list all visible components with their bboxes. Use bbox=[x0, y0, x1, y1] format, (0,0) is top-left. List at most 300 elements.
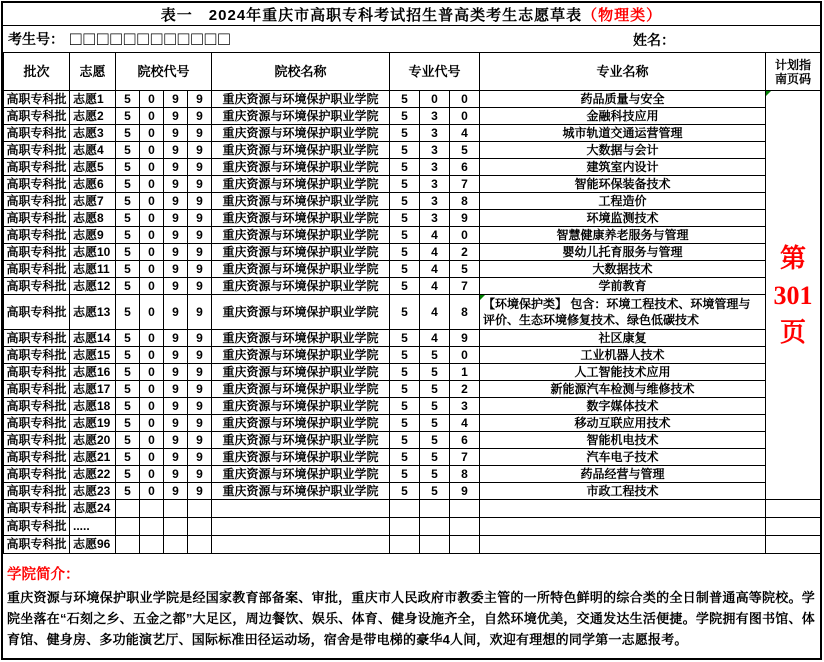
college-code-digit-cell: 9 bbox=[188, 415, 212, 432]
major-code-digit-cell: 5 bbox=[390, 261, 420, 278]
choice-cell: 志愿8 bbox=[70, 210, 116, 227]
college-code-digit-cell: 9 bbox=[188, 295, 212, 330]
major-name-cell: 数字媒体技术 bbox=[480, 398, 766, 415]
volunteer-table bbox=[3, 52, 821, 554]
table-row bbox=[4, 518, 821, 536]
batch-cell: 高职专科批 bbox=[4, 518, 70, 536]
college-code-digit-cell: 0 bbox=[140, 432, 164, 449]
header-guide-page-line1: 计划指 bbox=[775, 57, 812, 72]
college-code-digit-cell: 9 bbox=[188, 330, 212, 347]
major-code-digit-cell: 3 bbox=[450, 398, 480, 415]
college-code-digit-cell: 5 bbox=[116, 261, 140, 278]
college-code-digit-cell: 9 bbox=[188, 449, 212, 466]
major-code-digit-cell: 9 bbox=[450, 330, 480, 347]
green-corner-marker-icon bbox=[766, 91, 771, 96]
college-code-digit-cell: 9 bbox=[164, 91, 188, 108]
major-name-cell bbox=[480, 518, 766, 536]
college-code-digit-cell bbox=[116, 500, 140, 518]
major-code-digit-cell bbox=[450, 500, 480, 518]
choice-cell: 志愿10 bbox=[70, 244, 116, 261]
guide-page-empty-cell bbox=[766, 500, 821, 518]
college-code-digit-cell: 0 bbox=[140, 381, 164, 398]
choice-cell: 志愿23 bbox=[70, 483, 116, 500]
page-number-note-line: 301 bbox=[773, 280, 813, 310]
college-code-digit-cell: 5 bbox=[116, 432, 140, 449]
college-intro-heading: 学院简介： bbox=[7, 567, 80, 583]
major-code-digit-cell: 5 bbox=[420, 364, 450, 381]
form-title: 表一 2024年重庆市高职专科考试招生普高类考生志愿草表 bbox=[160, 6, 583, 24]
choice-cell: 志愿21 bbox=[70, 449, 116, 466]
college-code-digit-cell bbox=[140, 536, 164, 554]
major-name-cell: 学前教育 bbox=[480, 278, 766, 295]
batch-cell: 高职专科批 bbox=[4, 193, 70, 210]
major-code-digit-cell: 5 bbox=[420, 466, 450, 483]
page-number-note-line: 页 bbox=[780, 317, 807, 347]
major-code-digit-cell: 2 bbox=[450, 244, 480, 261]
major-code-digit-cell: 1 bbox=[450, 364, 480, 381]
table-row bbox=[4, 347, 821, 364]
form-page bbox=[1, 1, 822, 660]
major-name-cell: 汽车电子技术 bbox=[480, 449, 766, 466]
college-code-digit-cell: 9 bbox=[164, 398, 188, 415]
table-row bbox=[4, 364, 821, 381]
major-code-digit-cell: 5 bbox=[420, 398, 450, 415]
choice-cell: 志愿2 bbox=[70, 108, 116, 125]
guide-page-empty-cell bbox=[766, 536, 821, 554]
college-code-digit-cell: 9 bbox=[164, 210, 188, 227]
major-code-digit-cell: 5 bbox=[390, 125, 420, 142]
batch-cell: 高职专科批 bbox=[4, 364, 70, 381]
choice-cell: 志愿12 bbox=[70, 278, 116, 295]
major-code-digit-cell: 5 bbox=[390, 244, 420, 261]
major-code-digit-cell: 8 bbox=[450, 193, 480, 210]
major-code-digit-cell: 5 bbox=[390, 295, 420, 330]
major-code-digit-cell: 4 bbox=[420, 278, 450, 295]
candidate-number-boxes: □□□□□□□□□□□□ bbox=[70, 28, 232, 50]
major-name-cell bbox=[480, 536, 766, 554]
header-choice: 志愿 bbox=[70, 53, 116, 91]
college-code-digit-cell: 9 bbox=[188, 432, 212, 449]
major-code-digit-cell: 5 bbox=[390, 466, 420, 483]
choice-cell: 志愿13 bbox=[70, 295, 116, 330]
college-code-digit-cell: 5 bbox=[116, 108, 140, 125]
college-code-digit-cell: 9 bbox=[188, 483, 212, 500]
college-code-digit-cell: 0 bbox=[140, 483, 164, 500]
college-code-digit-cell: 9 bbox=[164, 330, 188, 347]
college-name-cell: 重庆资源与环境保护职业学院 bbox=[212, 244, 390, 261]
college-code-digit-cell: 9 bbox=[164, 159, 188, 176]
college-name-cell: 重庆资源与环境保护职业学院 bbox=[212, 347, 390, 364]
major-code-digit-cell bbox=[420, 500, 450, 518]
choice-cell: 志愿6 bbox=[70, 176, 116, 193]
college-code-digit-cell: 9 bbox=[188, 125, 212, 142]
major-code-digit-cell: 5 bbox=[420, 415, 450, 432]
major-code-digit-cell: 8 bbox=[450, 295, 480, 330]
choice-cell: ..... bbox=[70, 518, 116, 536]
college-code-digit-cell bbox=[164, 500, 188, 518]
choice-cell: 志愿5 bbox=[70, 159, 116, 176]
batch-cell: 高职专科批 bbox=[4, 261, 70, 278]
batch-cell: 高职专科批 bbox=[4, 278, 70, 295]
college-name-cell: 重庆资源与环境保护职业学院 bbox=[212, 210, 390, 227]
green-corner-marker-icon bbox=[480, 295, 485, 300]
major-code-digit-cell: 5 bbox=[390, 398, 420, 415]
college-name-cell: 重庆资源与环境保护职业学院 bbox=[212, 142, 390, 159]
college-code-digit-cell: 9 bbox=[188, 381, 212, 398]
table-row bbox=[4, 244, 821, 261]
major-code-digit-cell: 6 bbox=[450, 432, 480, 449]
college-name-cell: 重庆资源与环境保护职业学院 bbox=[212, 330, 390, 347]
college-code-digit-cell: 0 bbox=[140, 142, 164, 159]
major-code-digit-cell: 5 bbox=[450, 142, 480, 159]
college-code-digit-cell: 5 bbox=[116, 244, 140, 261]
major-code-digit-cell bbox=[450, 518, 480, 536]
header-college-name: 院校名称 bbox=[212, 53, 390, 91]
batch-cell: 高职专科批 bbox=[4, 398, 70, 415]
batch-cell: 高职专科批 bbox=[4, 483, 70, 500]
choice-cell: 志愿24 bbox=[70, 500, 116, 518]
table-row bbox=[4, 295, 821, 330]
college-code-digit-cell: 9 bbox=[164, 142, 188, 159]
major-code-digit-cell: 4 bbox=[420, 295, 450, 330]
college-code-digit-cell: 9 bbox=[164, 432, 188, 449]
college-code-digit-cell: 9 bbox=[188, 364, 212, 381]
college-code-digit-cell: 9 bbox=[164, 295, 188, 330]
batch-cell: 高职专科批 bbox=[4, 142, 70, 159]
college-code-digit-cell: 5 bbox=[116, 193, 140, 210]
table-row bbox=[4, 381, 821, 398]
batch-cell: 高职专科批 bbox=[4, 347, 70, 364]
choice-cell: 志愿18 bbox=[70, 398, 116, 415]
major-code-digit-cell: 5 bbox=[390, 432, 420, 449]
college-name-cell bbox=[212, 536, 390, 554]
college-code-digit-cell: 5 bbox=[116, 415, 140, 432]
batch-cell: 高职专科批 bbox=[4, 176, 70, 193]
college-code-digit-cell: 0 bbox=[140, 415, 164, 432]
major-code-digit-cell: 5 bbox=[450, 261, 480, 278]
candidate-name-label: 姓名： bbox=[633, 32, 675, 48]
batch-cell: 高职专科批 bbox=[4, 466, 70, 483]
college-code-digit-cell: 9 bbox=[164, 364, 188, 381]
college-code-digit-cell: 9 bbox=[164, 227, 188, 244]
major-name-cell: 工程造价 bbox=[480, 193, 766, 210]
major-code-digit-cell: 8 bbox=[450, 466, 480, 483]
college-code-digit-cell: 0 bbox=[140, 364, 164, 381]
major-code-digit-cell: 4 bbox=[450, 415, 480, 432]
table-row bbox=[4, 500, 821, 518]
college-code-digit-cell: 5 bbox=[116, 210, 140, 227]
batch-cell: 高职专科批 bbox=[4, 295, 70, 330]
batch-cell: 高职专科批 bbox=[4, 125, 70, 142]
college-code-digit-cell: 9 bbox=[188, 466, 212, 483]
college-name-cell: 重庆资源与环境保护职业学院 bbox=[212, 398, 390, 415]
choice-cell: 志愿4 bbox=[70, 142, 116, 159]
college-code-digit-cell: 0 bbox=[140, 193, 164, 210]
college-code-digit-cell: 9 bbox=[188, 347, 212, 364]
college-name-cell: 重庆资源与环境保护职业学院 bbox=[212, 483, 390, 500]
college-code-digit-cell: 9 bbox=[188, 227, 212, 244]
major-code-digit-cell: 7 bbox=[450, 449, 480, 466]
college-name-cell: 重庆资源与环境保护职业学院 bbox=[212, 227, 390, 244]
choice-cell: 志愿20 bbox=[70, 432, 116, 449]
college-code-digit-cell: 0 bbox=[140, 278, 164, 295]
major-name-cell: 金融科技应用 bbox=[480, 108, 766, 125]
batch-cell: 高职专科批 bbox=[4, 91, 70, 108]
page-number-note bbox=[766, 240, 820, 351]
college-code-digit-cell: 5 bbox=[116, 330, 140, 347]
college-code-digit-cell: 9 bbox=[164, 381, 188, 398]
major-name-cell: 智能环保装备技术 bbox=[480, 176, 766, 193]
major-name-cell: 婴幼儿托育服务与管理 bbox=[480, 244, 766, 261]
major-code-digit-cell bbox=[390, 500, 420, 518]
major-code-digit-cell: 5 bbox=[390, 449, 420, 466]
college-code-digit-cell: 9 bbox=[164, 108, 188, 125]
major-code-digit-cell: 5 bbox=[390, 142, 420, 159]
table-row bbox=[4, 227, 821, 244]
college-code-digit-cell: 5 bbox=[116, 142, 140, 159]
college-code-digit-cell: 5 bbox=[116, 398, 140, 415]
batch-cell: 高职专科批 bbox=[4, 500, 70, 518]
batch-cell: 高职专科批 bbox=[4, 210, 70, 227]
college-name-cell: 重庆资源与环境保护职业学院 bbox=[212, 176, 390, 193]
college-name-cell: 重庆资源与环境保护职业学院 bbox=[212, 381, 390, 398]
major-code-digit-cell: 3 bbox=[420, 176, 450, 193]
college-code-digit-cell: 0 bbox=[140, 398, 164, 415]
major-code-digit-cell: 2 bbox=[450, 381, 480, 398]
major-code-digit-cell: 5 bbox=[390, 347, 420, 364]
header-batch: 批次 bbox=[4, 53, 70, 91]
major-name-cell: 城市轨道交通运营管理 bbox=[480, 125, 766, 142]
major-name-cell: 大数据技术 bbox=[480, 261, 766, 278]
major-name-cell: 【环境保护类】 包含：环境工程技术、环境管理与评价、生态环境修复技术、绿色低碳技术 bbox=[480, 295, 766, 330]
table-row bbox=[4, 432, 821, 449]
major-name-cell: 药品质量与安全 bbox=[480, 91, 766, 108]
major-code-digit-cell bbox=[390, 518, 420, 536]
table-row bbox=[4, 466, 821, 483]
college-name-cell: 重庆资源与环境保护职业学院 bbox=[212, 449, 390, 466]
college-code-digit-cell: 9 bbox=[188, 176, 212, 193]
header-guide-page-line2: 南页码 bbox=[775, 71, 812, 86]
college-code-digit-cell: 9 bbox=[164, 125, 188, 142]
college-code-digit-cell: 0 bbox=[140, 244, 164, 261]
choice-cell: 志愿17 bbox=[70, 381, 116, 398]
college-code-digit-cell: 9 bbox=[164, 483, 188, 500]
major-code-digit-cell: 9 bbox=[450, 483, 480, 500]
choice-cell: 志愿16 bbox=[70, 364, 116, 381]
college-name-cell bbox=[212, 518, 390, 536]
college-code-digit-cell: 5 bbox=[116, 449, 140, 466]
major-code-digit-cell: 3 bbox=[420, 108, 450, 125]
college-code-digit-cell: 9 bbox=[164, 278, 188, 295]
choice-cell: 志愿11 bbox=[70, 261, 116, 278]
table-row bbox=[4, 449, 821, 466]
major-code-digit-cell: 6 bbox=[450, 159, 480, 176]
major-code-digit-cell bbox=[420, 536, 450, 554]
table-row bbox=[4, 193, 821, 210]
major-name-cell: 新能源汽车检测与维修技术 bbox=[480, 381, 766, 398]
major-name-cell bbox=[480, 500, 766, 518]
major-name-cell: 药品经营与管理 bbox=[480, 466, 766, 483]
college-name-cell: 重庆资源与环境保护职业学院 bbox=[212, 125, 390, 142]
college-code-digit-cell: 9 bbox=[164, 244, 188, 261]
table-row bbox=[4, 483, 821, 500]
college-code-digit-cell: 9 bbox=[188, 210, 212, 227]
college-code-digit-cell: 0 bbox=[140, 91, 164, 108]
college-code-digit-cell bbox=[188, 536, 212, 554]
college-code-digit-cell: 9 bbox=[164, 193, 188, 210]
college-code-digit-cell: 5 bbox=[116, 347, 140, 364]
major-name-cell: 智能机电技术 bbox=[480, 432, 766, 449]
college-code-digit-cell bbox=[116, 518, 140, 536]
major-code-digit-cell bbox=[390, 536, 420, 554]
table-row bbox=[4, 536, 821, 554]
major-code-digit-cell: 5 bbox=[390, 108, 420, 125]
college-code-digit-cell: 0 bbox=[140, 347, 164, 364]
major-code-digit-cell: 5 bbox=[420, 381, 450, 398]
college-code-digit-cell: 0 bbox=[140, 261, 164, 278]
candidate-number-label: 考生号： bbox=[8, 31, 64, 47]
college-code-digit-cell: 5 bbox=[116, 227, 140, 244]
major-code-digit-cell: 4 bbox=[420, 330, 450, 347]
college-name-cell: 重庆资源与环境保护职业学院 bbox=[212, 108, 390, 125]
major-code-digit-cell: 5 bbox=[390, 176, 420, 193]
college-code-digit-cell: 9 bbox=[164, 347, 188, 364]
batch-cell: 高职专科批 bbox=[4, 330, 70, 347]
major-name-cell: 工业机器人技术 bbox=[480, 347, 766, 364]
major-code-digit-cell: 3 bbox=[420, 159, 450, 176]
college-code-digit-cell: 9 bbox=[188, 278, 212, 295]
college-intro-body: 重庆资源与环境保护职业学院是经国家教育部备案、审批，重庆市人民政府市教委主管的一所特色鲜明的综合类的全日制普通高等院校。学院坐落在“石刻之乡、五金之都”大足区，周边餐饮、娱乐、体育、健身设施齐全，自然环境优美，交通发达生活便捷。学院拥有图书馆、体育馆、健身房、多功能演艺厅、国际标准田径运动场，宿舍是带电梯的豪华4人间，欢迎有理想的同学第一志愿报考。 bbox=[7, 590, 815, 647]
college-code-digit-cell: 5 bbox=[116, 295, 140, 330]
major-code-digit-cell: 3 bbox=[420, 193, 450, 210]
college-code-digit-cell bbox=[164, 518, 188, 536]
batch-cell: 高职专科批 bbox=[4, 449, 70, 466]
table-row bbox=[4, 159, 821, 176]
major-name-cell: 智慧健康养老服务与管理 bbox=[480, 227, 766, 244]
college-name-cell bbox=[212, 500, 390, 518]
table-row bbox=[4, 415, 821, 432]
major-code-digit-cell: 5 bbox=[420, 483, 450, 500]
batch-cell: 高职专科批 bbox=[4, 227, 70, 244]
major-name-cell: 移动互联应用技术 bbox=[480, 415, 766, 432]
major-code-digit-cell: 5 bbox=[390, 91, 420, 108]
college-name-cell: 重庆资源与环境保护职业学院 bbox=[212, 193, 390, 210]
college-code-digit-cell: 9 bbox=[188, 159, 212, 176]
college-code-digit-cell: 9 bbox=[188, 142, 212, 159]
table-row bbox=[4, 125, 821, 142]
major-code-digit-cell: 5 bbox=[390, 210, 420, 227]
major-code-digit-cell bbox=[450, 536, 480, 554]
college-code-digit-cell: 0 bbox=[140, 159, 164, 176]
batch-cell: 高职专科批 bbox=[4, 159, 70, 176]
batch-cell: 高职专科批 bbox=[4, 108, 70, 125]
major-code-digit-cell: 5 bbox=[420, 449, 450, 466]
major-code-digit-cell: 4 bbox=[420, 227, 450, 244]
college-name-cell: 重庆资源与环境保护职业学院 bbox=[212, 415, 390, 432]
table-row bbox=[4, 176, 821, 193]
college-code-digit-cell: 9 bbox=[188, 398, 212, 415]
college-code-digit-cell: 9 bbox=[188, 244, 212, 261]
major-name-cell: 社区康复 bbox=[480, 330, 766, 347]
college-code-digit-cell: 9 bbox=[188, 91, 212, 108]
table-row bbox=[4, 210, 821, 227]
college-code-digit-cell: 0 bbox=[140, 466, 164, 483]
college-code-digit-cell: 9 bbox=[188, 193, 212, 210]
college-code-digit-cell: 5 bbox=[116, 91, 140, 108]
batch-cell: 高职专科批 bbox=[4, 415, 70, 432]
college-name-cell: 重庆资源与环境保护职业学院 bbox=[212, 261, 390, 278]
choice-cell: 志愿3 bbox=[70, 125, 116, 142]
choice-cell: 志愿15 bbox=[70, 347, 116, 364]
table-row bbox=[4, 142, 821, 159]
header-college-code: 院校代号 bbox=[116, 53, 212, 91]
major-code-digit-cell: 4 bbox=[420, 261, 450, 278]
major-code-digit-cell: 4 bbox=[420, 244, 450, 261]
major-code-digit-cell: 9 bbox=[450, 210, 480, 227]
batch-cell: 高职专科批 bbox=[4, 244, 70, 261]
major-code-digit-cell: 5 bbox=[390, 159, 420, 176]
major-code-digit-cell: 5 bbox=[390, 278, 420, 295]
major-code-digit-cell: 0 bbox=[450, 108, 480, 125]
batch-cell: 高职专科批 bbox=[4, 381, 70, 398]
college-code-digit-cell bbox=[116, 536, 140, 554]
table-row bbox=[4, 278, 821, 295]
choice-cell: 志愿7 bbox=[70, 193, 116, 210]
choice-cell: 志愿14 bbox=[70, 330, 116, 347]
college-name-cell: 重庆资源与环境保护职业学院 bbox=[212, 295, 390, 330]
college-code-digit-cell: 0 bbox=[140, 108, 164, 125]
major-name-cell: 大数据与会计 bbox=[480, 142, 766, 159]
major-code-digit-cell: 3 bbox=[420, 125, 450, 142]
college-code-digit-cell: 5 bbox=[116, 176, 140, 193]
form-title-category: （物理类） bbox=[582, 6, 663, 24]
college-code-digit-cell: 5 bbox=[116, 159, 140, 176]
major-code-digit-cell: 7 bbox=[450, 176, 480, 193]
college-code-digit-cell: 5 bbox=[116, 483, 140, 500]
college-name-cell: 重庆资源与环境保护职业学院 bbox=[212, 91, 390, 108]
table-row bbox=[4, 108, 821, 125]
major-code-digit-cell: 0 bbox=[450, 347, 480, 364]
major-code-digit-cell: 0 bbox=[450, 227, 480, 244]
header-major-name: 专业名称 bbox=[480, 53, 766, 91]
major-code-digit-cell: 5 bbox=[390, 193, 420, 210]
choice-cell: 志愿19 bbox=[70, 415, 116, 432]
college-code-digit-cell: 9 bbox=[188, 261, 212, 278]
college-code-digit-cell: 0 bbox=[140, 210, 164, 227]
major-name-cell: 建筑室内设计 bbox=[480, 159, 766, 176]
major-name-cell: 市政工程技术 bbox=[480, 483, 766, 500]
choice-cell: 志愿22 bbox=[70, 466, 116, 483]
college-code-digit-cell bbox=[188, 518, 212, 536]
college-code-digit-cell: 9 bbox=[164, 415, 188, 432]
form-title-row bbox=[3, 3, 820, 26]
college-code-digit-cell: 9 bbox=[164, 261, 188, 278]
table-row bbox=[4, 330, 821, 347]
batch-cell: 高职专科批 bbox=[4, 432, 70, 449]
college-code-digit-cell bbox=[188, 500, 212, 518]
major-code-digit-cell: 5 bbox=[390, 364, 420, 381]
guide-page-number-cell bbox=[766, 91, 821, 500]
college-code-digit-cell: 5 bbox=[116, 381, 140, 398]
college-code-digit-cell: 0 bbox=[140, 125, 164, 142]
table-row bbox=[4, 91, 821, 108]
college-intro-section bbox=[3, 554, 820, 650]
choice-cell: 志愿1 bbox=[70, 91, 116, 108]
major-code-digit-cell: 5 bbox=[390, 483, 420, 500]
major-code-digit-cell: 5 bbox=[390, 227, 420, 244]
college-code-digit-cell bbox=[140, 500, 164, 518]
major-code-digit-cell: 5 bbox=[390, 330, 420, 347]
